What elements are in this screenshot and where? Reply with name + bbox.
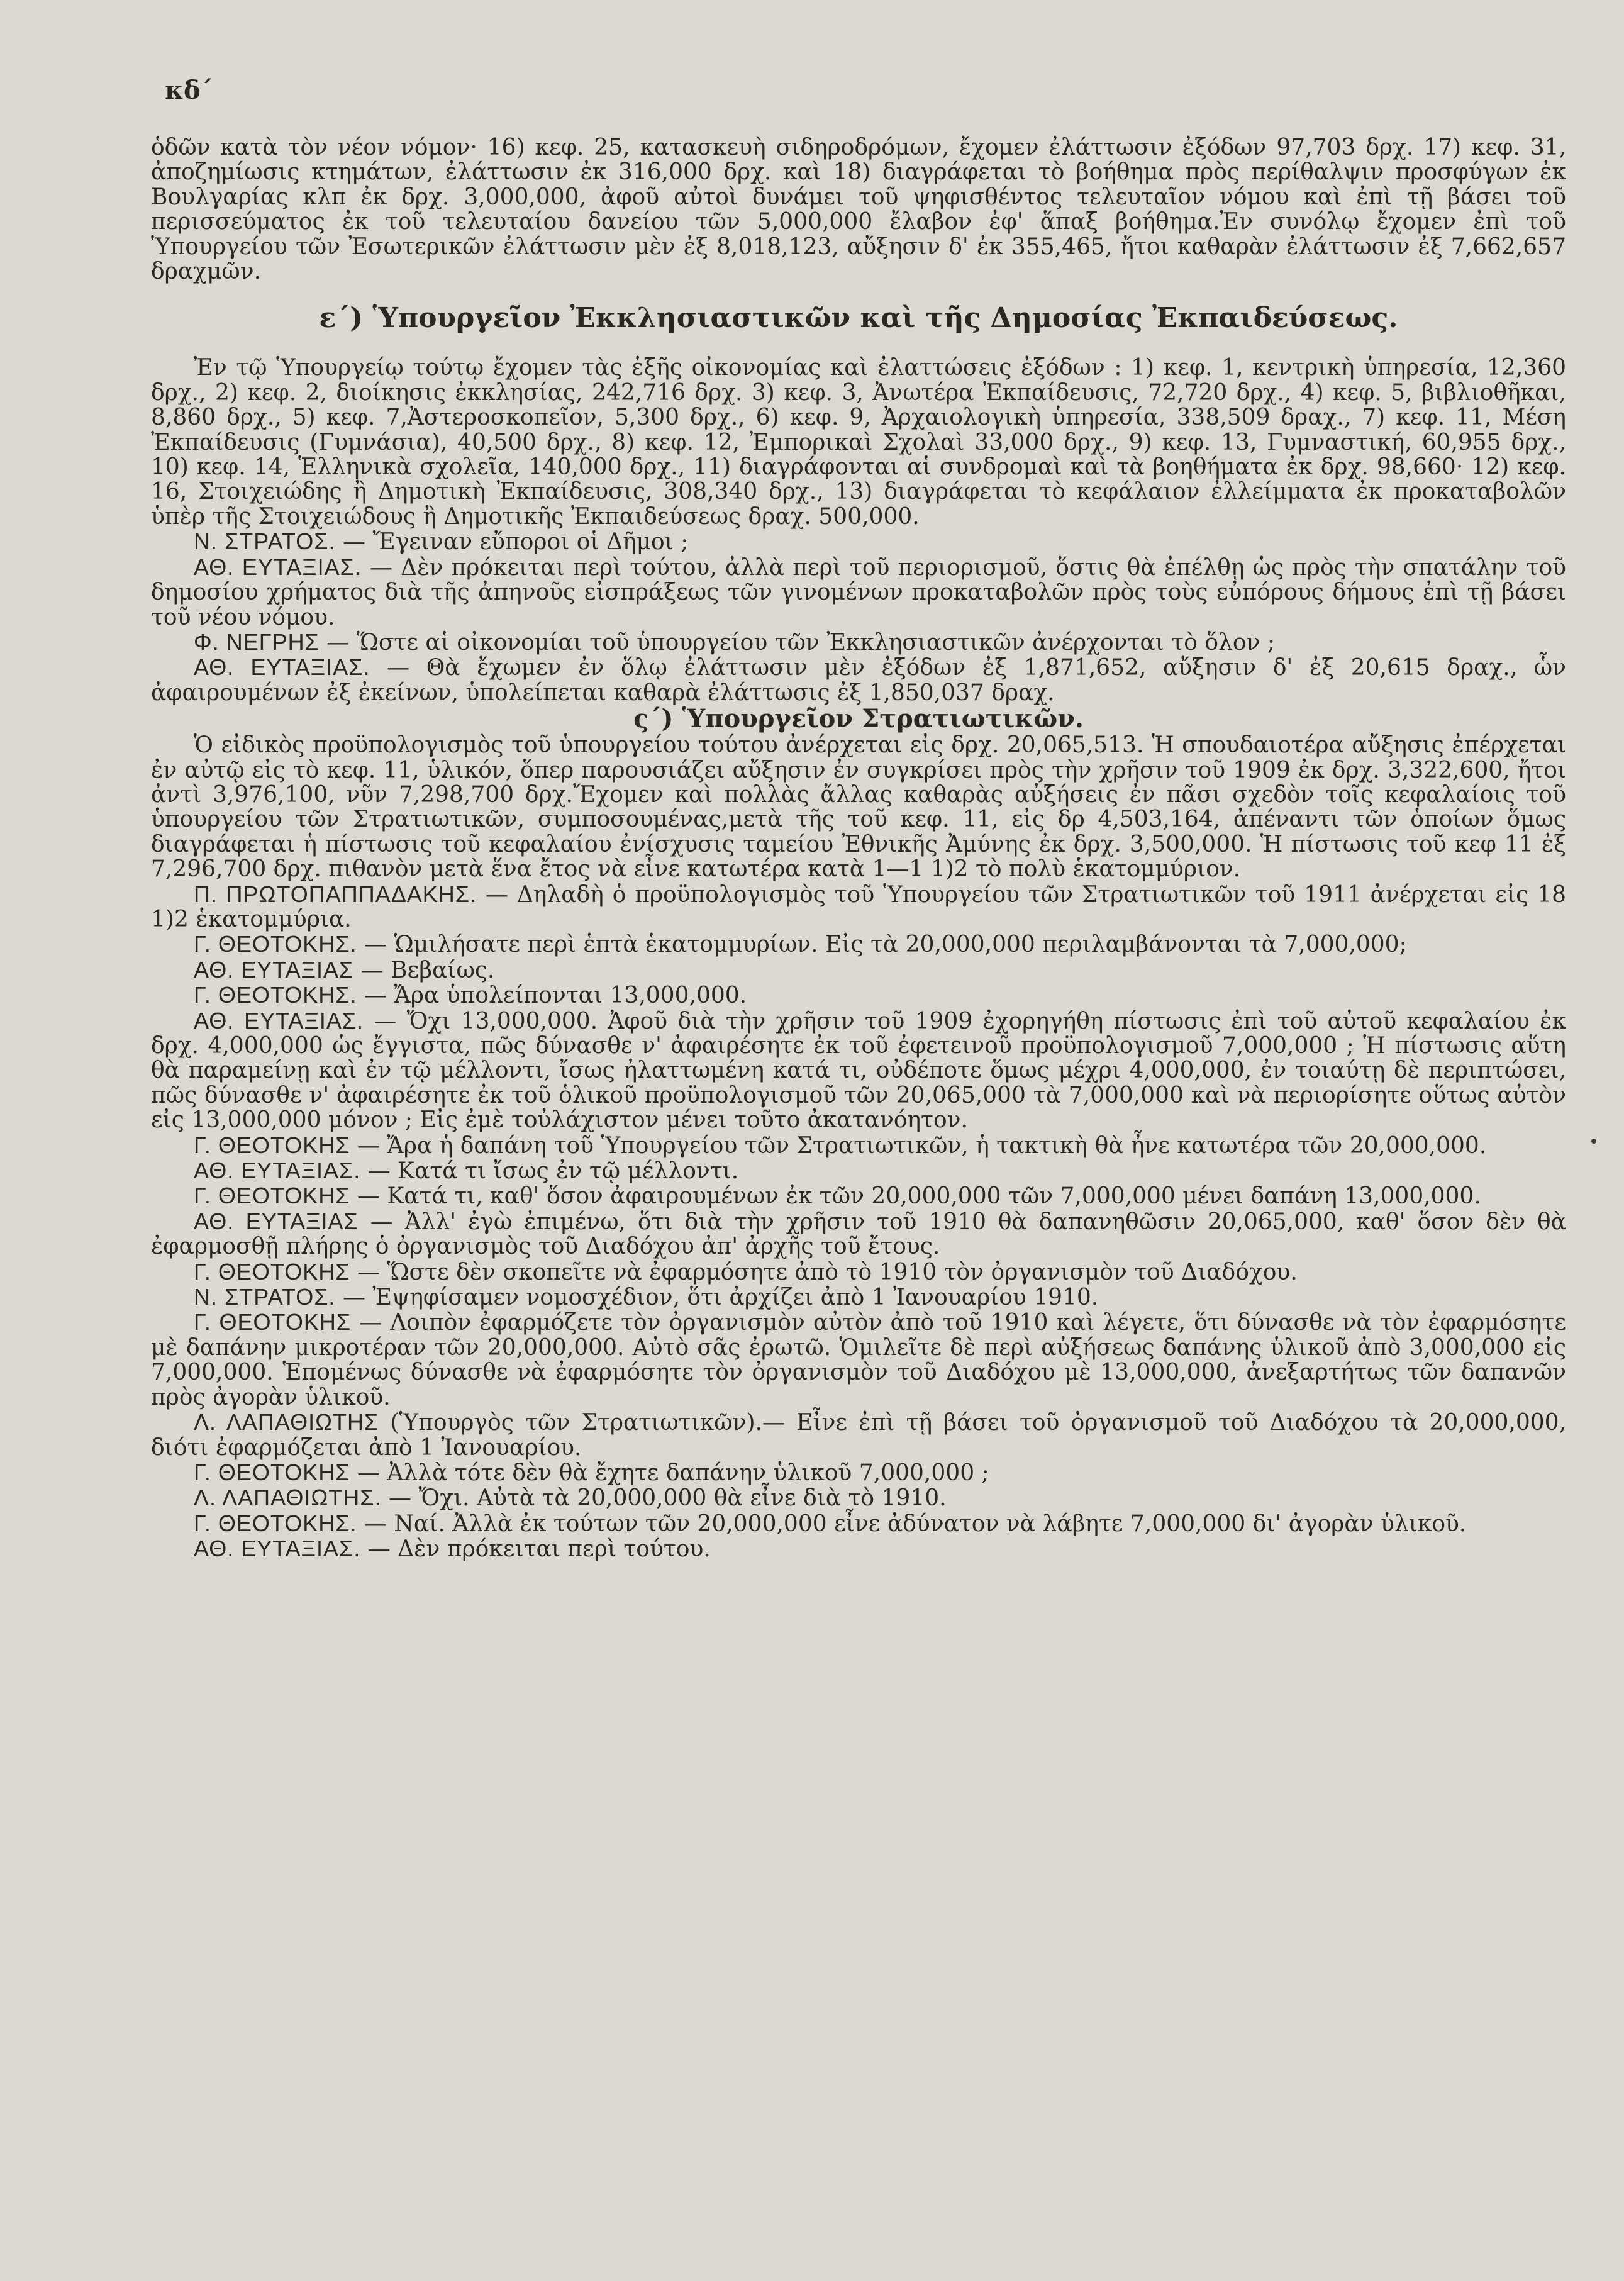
speaker-name: Ν. ΣΤΡΑΤΟΣ. (194, 1284, 336, 1310)
speech-text: — Ναί. Ἀλλὰ ἐκ τούτων τῶν 20,000,000 εἶνε ἀδύνατον νὰ λάβητε 7,000,000 δι' ἀγορὰν ὑλικοῦ. (357, 1510, 1467, 1537)
speaker-name: Γ. ΘΕΟΤΟΚΗΣ. (194, 1510, 357, 1536)
speech-text: — Κατά τι, καθ' ὅσον ἀφαιρουμένων ἐκ τῶν 20,000,000 τῶν 7,000,000 μένει δαπάνη 13,000,000. (350, 1183, 1481, 1210)
dialogue-line (151, 1485, 1566, 1510)
speech-text: — Ἀλλὰ τότε δὲν θὰ ἔχητε δαπάνην ὑλικοῦ 7,000,000 ; (350, 1459, 989, 1486)
dialogue-line (151, 555, 1566, 630)
paragraph-interior-ministry: ὁδῶν κατὰ τὸν νέον νόμον· 16) κεφ. 25, κατασκευὴ σιδηροδρόμων, ἔχομεν ἐλάττωσιν ἐξόδων 97,703 δρχ. 17) κεφ. 31, ἀποζημίωσις κτημάτων, ἐλάττωσιν ἐκ 316,000 δρχ. καὶ 18) διαγράφεται τὸ βοήθημα πρὸς περίθαλψιν προσφύγων ἐκ Βουλγαρίας κλπ ἐκ δρχ. 3,000,000, ἀφοῦ αὐτοὶ δυνάμει τοῦ ψηφισθέντος τελευταῖον νόμου καὶ ἐπὶ τῇ βάσει τοῦ περισσεύματος ἐκ τοῦ τελευταίου δανείου τῶν 5,000,000 ἔλαβον ἐφ' ἅπαξ βοήθημα.Ἐν συνόλῳ ἔχομεν ἐπὶ τοῦ Ὑπουργείου τῶν Ἐσωτερικῶν ἐλάττωσιν μὲν ἐξ 8,018,123, αὔξησιν δ' ἐκ 355,465, ἤτοι καθαρὰν ἐλάττωσιν ἐξ 7,662,657 δραχμῶν. (151, 135, 1566, 285)
speaker-name: ΑΘ. ΕΥΤΑΞΙΑΣ (194, 1208, 359, 1234)
speaker-name: Λ. ΛΑΠΑΘΙΩΤΗΣ (194, 1409, 379, 1436)
speech-text: — Ὥστε δὲν σκοπεῖτε νὰ ἐφαρμόσητε ἀπὸ τὸ 1910 τὸν ὀργανισμὸν τοῦ Διαδόχου. (350, 1259, 1298, 1285)
dialogue-line (151, 957, 1566, 983)
speaker-name: Π. ΠΡΩΤΟΠΑΠΠΑΔΑΚΗΣ. (194, 881, 477, 907)
speech-text: — Ἐψηφίσαμεν νομοσχέδιον, ὅτι ἀρχίζει ἀπὸ 1 Ἰανουαρίου 1910. (335, 1285, 1099, 1311)
speech-text: — Ὡμιλήσατε περὶ ἑπτὰ ἑκατομμυρίων. Εἰς τὰ 20,000,000 περιλαμβάνονται τὰ 7,000,000; (357, 932, 1407, 958)
speech-text: — Ἄρα ἡ δαπάνη τοῦ Ὑπουργείου τῶν Στρατιωτικῶν, ἡ τακτικὴ θὰ ἦνε κατωτέρα τῶν 20,000,000. (350, 1132, 1487, 1159)
speech-text: — Δηλαδὴ ὁ προϋπολογισμὸς τοῦ Ὑπουργείου τῶν Στρατιωτικῶν τοῦ 1911 ἀνέρχεται εἰς 18 1)2 ἑκατομμύρια. (151, 881, 1567, 932)
speech-text: — Κατά τι ἴσως ἐν τῷ μέλλοντι. (360, 1158, 739, 1185)
speaker-name: Γ. ΘΕΟΤΟΚΗΣ (194, 1132, 350, 1158)
speaker-name: ΑΘ. ΕΥΤΑΞΙΑΣ. (194, 554, 362, 580)
dialogue-line (151, 932, 1566, 957)
page-number: κδ΄ (165, 75, 213, 105)
speech-text: — Ἄρα ὑπολείπονται 13,000,000. (357, 983, 747, 1009)
speaker-name: Γ. ΘΕΟΤΟΚΗΣ (194, 1459, 350, 1485)
dialogue-line (151, 1285, 1566, 1310)
speech-text: — Ὄχι. Αὐτὰ τὰ 20,000,000 θὰ εἶνε διὰ τὸ 1910. (381, 1485, 947, 1512)
speaker-name: Γ. ΘΕΟΤΟΚΗΣ. (194, 931, 357, 957)
document-body (151, 135, 1566, 1562)
dialogue-line (151, 1209, 1566, 1259)
speaker-name: ΑΘ. ΕΥΤΑΞΙΑΣ. (194, 654, 370, 681)
speech-text: — Βεβαίως. (353, 957, 495, 983)
dialogue-line (151, 1133, 1566, 1158)
speaker-name: ΑΘ. ΕΥΤΑΞΙΑΣ. (194, 1536, 361, 1562)
speech-text: — Θὰ ἔχωμεν ἐν ὅλῳ ἐλάττωσιν μὲν ἐξόδων ἐξ 1,871,652, αὔξησιν δ' ἐξ 20,615 δραχ., ὧν ἀφαιρουμένων ἐξ ἐκείνων, ὑπολείπεται καθαρὰ ἐλάττωσις ἐξ 1,850,037 δραχ. (151, 655, 1567, 706)
speaker-name: Γ. ΘΕΟΤΟΚΗΣ (194, 1183, 350, 1209)
speaker-name: ΑΘ. ΕΥΤΑΞΙΑΣ. (194, 1007, 364, 1034)
dialogue-line (151, 1158, 1566, 1183)
speech-text: — Δὲν πρόκειται περὶ τούτου. (360, 1536, 711, 1563)
section-heading-education: ε΄) Ὑπουργεῖον Ἐκκλησιαστικῶν καὶ τῆς Δημοσίας Ἐκπαιδεύσεως. (319, 302, 1398, 335)
dialogue-line (151, 1008, 1566, 1133)
section-heading-military: ς΄) Ὑπουργεῖον Στρατιωτικῶν. (633, 704, 1084, 734)
speaker-name: Γ. ΘΕΟΤΟΚΗΣ (194, 1258, 350, 1285)
speech-text: (Ὑπουργὸς τῶν Στρατιωτικῶν).— Εἶνε ἐπὶ τῇ βάσει τοῦ ὀργανισμοῦ τοῦ Διαδόχου τὰ 20,000,000, διότι ἐφαρμόζεται ἀπὸ 1 Ἰανουαρίου. (151, 1410, 1566, 1461)
dialogue-line (151, 1511, 1566, 1536)
paragraph-education-savings: Ἐν τῷ Ὑπουργείῳ τούτῳ ἔχομεν τὰς ἑξῆς οἰκονομίας καὶ ἐλαττώσεις ἐξόδων : 1) κεφ. 1, κεντρικὴ ὑπηρεσία, 12,360 δρχ., 2) κεφ. 2, διοίκησις ἐκκλησίας, 242,716 δρχ. 3) κεφ. 3, Ἀνωτέρα Ἐκπαίδευσις, 72,720 δρχ., 4) κεφ. 5, βιβλιοθῆκαι, 8,860 δρχ., 5) κεφ. 7,Ἀστεροσκοπεῖον, 5,300 δρχ., 6) κεφ. 9, Ἀρχαιολογικὴ ὑπηρεσία, 338,509 δραχ., 7) κεφ. 11, Μέση Ἐκπαίδευσις (Γυμνάσια), 40,500 δρχ., 8) κεφ. 12, Ἐμπορικαὶ Σχολαὶ 33,000 δρχ., 9) κεφ. 13, Γυμναστική, 60,955 δρχ., 10) κεφ. 14, Ἑλληνικὰ σχολεῖα, 140,000 δρχ., 11) διαγράφονται αἱ συνδρομαὶ καὶ τὰ βοηθήματα ἐκ δρχ. 98,660· 12) κεφ. 16, Στοιχειώδης ἢ Δημοτικὴ Ἐκπαίδευσις, 308,340 δρχ., 13) διαγράφεται τὸ κεφάλαιον ἐλλείμματα ἐκ προκαταβολῶν ὑπὲρ τῆς Στοιχειώδους ἢ Δημοτικῆς Ἐκπαιδεύσεως δραχ. 500,000. (151, 355, 1566, 530)
dialogue-line (151, 655, 1566, 705)
speaker-name: Φ. ΝΕΓΡΗΣ (194, 628, 320, 655)
margin-ink-dot (1591, 1139, 1596, 1144)
speaker-name: ΑΘ. ΕΥΤΑΞΙΑΣ (194, 956, 354, 983)
dialogue-line (151, 1259, 1566, 1285)
speaker-name: Γ. ΘΕΟΤΟΚΗΣ. (194, 982, 357, 1008)
dialogue-line (151, 882, 1566, 932)
speaker-name: ΑΘ. ΕΥΤΑΞΙΑΣ. (194, 1157, 361, 1184)
speech-text: — Ὥστε αἱ οἰκονομίαι τοῦ ὑπουργείου τῶν Ἐκκλησιαστικῶν ἀνέρχονται τὸ ὅλον ; (319, 629, 1275, 655)
speech-text: — Δὲν πρόκειται περὶ τούτου, ἀλλὰ περὶ τοῦ περιορισμοῦ, ὅστις θὰ ἐπέλθῃ ὡς πρὸς τὴν σπατάλην τοῦ δημοσίου χρήματος διὰ τῆς ἀπηνοῦς εἰσπράξεως τῶν γινομένων προκαταβολῶν πρὸς τοὺς εὐπόρους δήμους ἐπὶ τῇ βάσει τοῦ νέου νόμου. (151, 554, 1567, 630)
speaker-name: Ν. ΣΤΡΑΤΟΣ. (194, 528, 336, 555)
dialogue-line (151, 1410, 1566, 1460)
dialogue-line (151, 529, 1566, 554)
speech-text: — Λοιπὸν ἐφαρμόζετε τὸν ὀργανισμὸν αὐτὸν ἀπὸ τοῦ 1910 καὶ λέγετε, ὅτι δύνασθε νὰ τὸν ἐφαρμόσητε μὲ δαπάνην μικροτέραν τῶν 20,000,000. Αὐτὸ σᾶς ἐρωτῶ. Ὁμιλεῖτε δὲ περὶ αὐξήσεως δαπάνης ὑλικοῦ ἀπὸ 3,000,000 εἰς 7,000,000. Ἑπομένως δύνασθε νὰ ἐφαρμόσητε τὸν ὀργανισμὸν τοῦ Διαδόχου μὲ 13,000,000, ἀνεξαρτήτως τῶν δαπανῶν πρὸς ἀγορὰν ὑλικοῦ. (151, 1310, 1567, 1410)
speaker-name: Γ. ΘΕΟΤΟΚΗΣ (194, 1309, 352, 1336)
speaker-name: Λ. ΛΑΠΑΘΙΩΤΗΣ. (194, 1485, 382, 1511)
dialogue-line (151, 1183, 1566, 1208)
paragraph-military-budget: Ὁ εἰδικὸς προϋπολογισμὸς τοῦ ὑπουργείου τούτου ἀνέρχεται εἰς δρχ. 20,065,513. Ἡ σπουδαιοτέρα αὔξησις ἐπέρχεται ἐν αὐτῷ εἰς τὸ κεφ. 11, ὑλικόν, ὅπερ παρουσιάζει αὔξησιν ἐν συγκρίσει πρὸς τὴν χρῆσιν τοῦ 1909 ἐκ δρχ. 3,322,600, ἤτοι ἀντὶ 3,976,100, νῦν 7,298,700 δρχ.Ἔχομεν καὶ πολλὰς ἄλλας καθαρὰς αὐξήσεις ἐν πᾶσι σχεδὸν τοῖς κεφαλαίοις τοῦ ὑπουργείου τῶν Στρατιωτικῶν, συμποσουμένας,μετὰ τῆς τοῦ κεφ. 11, εἰς δρ 4,503,164, ἀπέναντι τῶν ὁποίων ὅμως διαγράφεται ἡ πίστωσις τοῦ κεφαλαίου ἐνίσχυσις ταμείου Ἐθνικῆς Ἀμύνης ἐκ δρχ. 3,500,000. Ἡ πίστωσις τοῦ κεφ 11 ἐξ 7,296,700 δρχ. πιθανὸν μετὰ ἕνα ἔτος νὰ εἶνε κατωτέρα κατὰ 1—1 1)2 τὸ πολὺ ἑκατομμύριον. (151, 732, 1566, 883)
speech-text: — Ἀλλ' ἐγὼ ἐπιμένω, ὅτι διὰ τὴν χρῆσιν τοῦ 1910 θὰ δαπανηθῶσιν 20,065,000, καθ' ὅσον δὲν θὰ ἐφαρμοσθῇ πλήρης ὁ ὀργανισμὸς τοῦ Διαδόχου ἀπ' ἀρχῆς τοῦ ἔτους. (151, 1208, 1567, 1260)
dialogue-line (151, 1460, 1566, 1485)
speech-text: — Ἔγειναν εὔποροι οἱ Δῆμοι ; (335, 529, 689, 555)
dialogue-line (151, 1536, 1566, 1561)
dialogue-line (151, 630, 1566, 655)
dialogue-line (151, 1310, 1566, 1410)
dialogue-line (151, 983, 1566, 1008)
speech-text: — Ὄχι 13,000,000. Ἀφοῦ διὰ τὴν χρῆσιν τοῦ 1909 ἐχορηγήθη πίστωσις ἐπὶ τοῦ αὐτοῦ κεφαλαίου ἐκ δρχ. 4,000,000 ὡς ἔγγιστα, πῶς δύνασθε ν' ἀφαιρέσητε ἐκ τοῦ ἐφετεινοῦ προϋπολογισμοῦ 7,000,000 ; Ἡ πίστωσις αὕτη θὰ παραμείνῃ καὶ ἐν τῷ μέλλοντι, ἴσως ἠλαττωμένη κατά τι, οὐδέποτε ὅμως μέχρι 4,000,000, ἐν τοιαύτῃ δὲ περιπτώσει, πῶς δύνασθε ν' ἀφαιρέσητε ἐκ τοῦ ὁλικοῦ προϋπολογισμοῦ τῶν 20,065,000 τὰ 7,000,000 καὶ νὰ περιορίσητε οὕτως αὐτὸν εἰς 13,000,000 μόνον ; Εἰς ἐμὲ τοὐλάχιστον μένει τοῦτο ἀκατανόητον. (151, 1008, 1566, 1134)
